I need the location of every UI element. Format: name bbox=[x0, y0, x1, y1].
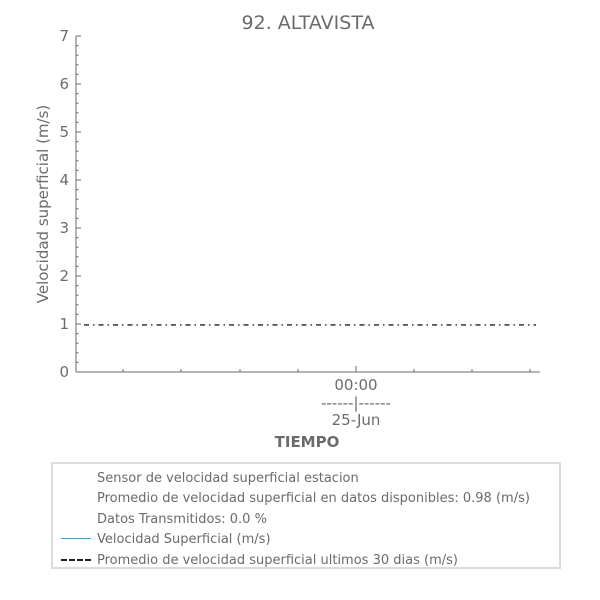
legend bbox=[51, 462, 561, 569]
legend-item-promedio-30-dias bbox=[53, 550, 458, 570]
x-tick-date: 25-Jun bbox=[331, 411, 381, 429]
y-tick-label: 7 bbox=[59, 27, 69, 45]
legend-label: Promedio de velocidad superficial en datos disponibles: 0.98 (m/s) bbox=[97, 490, 530, 506]
y-tick-label: 6 bbox=[59, 75, 69, 93]
y-tick-label: 5 bbox=[59, 123, 69, 141]
legend-label: Datos Transmitidos: 0.0 % bbox=[97, 511, 267, 527]
legend-label: Promedio de velocidad superficial ultimos 30 dias (m/s) bbox=[97, 552, 458, 568]
legend-handle-blank bbox=[61, 518, 91, 520]
y-tick-label: 4 bbox=[59, 171, 69, 189]
chart-title: 92. ALTAVISTA bbox=[241, 12, 375, 34]
legend-handle-blank bbox=[61, 497, 91, 499]
legend-dashdot-icon bbox=[61, 559, 91, 561]
x-tick-separator: ------|------ bbox=[320, 394, 392, 412]
plot-axes bbox=[59, 27, 540, 381]
y-axis-label: Velocidad superficial (m/s) bbox=[34, 104, 52, 304]
legend-label: Sensor de velocidad superficial estacion bbox=[97, 470, 359, 486]
legend-item-sensor bbox=[53, 468, 359, 488]
legend-label: Velocidad Superficial (m/s) bbox=[97, 531, 271, 547]
x-tick-time: 00:00 bbox=[334, 376, 378, 394]
legend-line-icon bbox=[61, 538, 91, 541]
legend-item-promedio-disponibles bbox=[53, 488, 530, 508]
y-tick-label: 3 bbox=[59, 219, 69, 237]
x-axis-label: TIEMPO bbox=[274, 433, 340, 451]
y-tick-label: 2 bbox=[59, 267, 69, 285]
y-tick-label: 1 bbox=[59, 315, 69, 333]
legend-item-datos-transmitidos bbox=[53, 509, 267, 529]
legend-handle-blank bbox=[61, 477, 91, 479]
legend-item-velocidad-superficial bbox=[53, 529, 271, 549]
y-tick-label: 0 bbox=[59, 363, 69, 381]
